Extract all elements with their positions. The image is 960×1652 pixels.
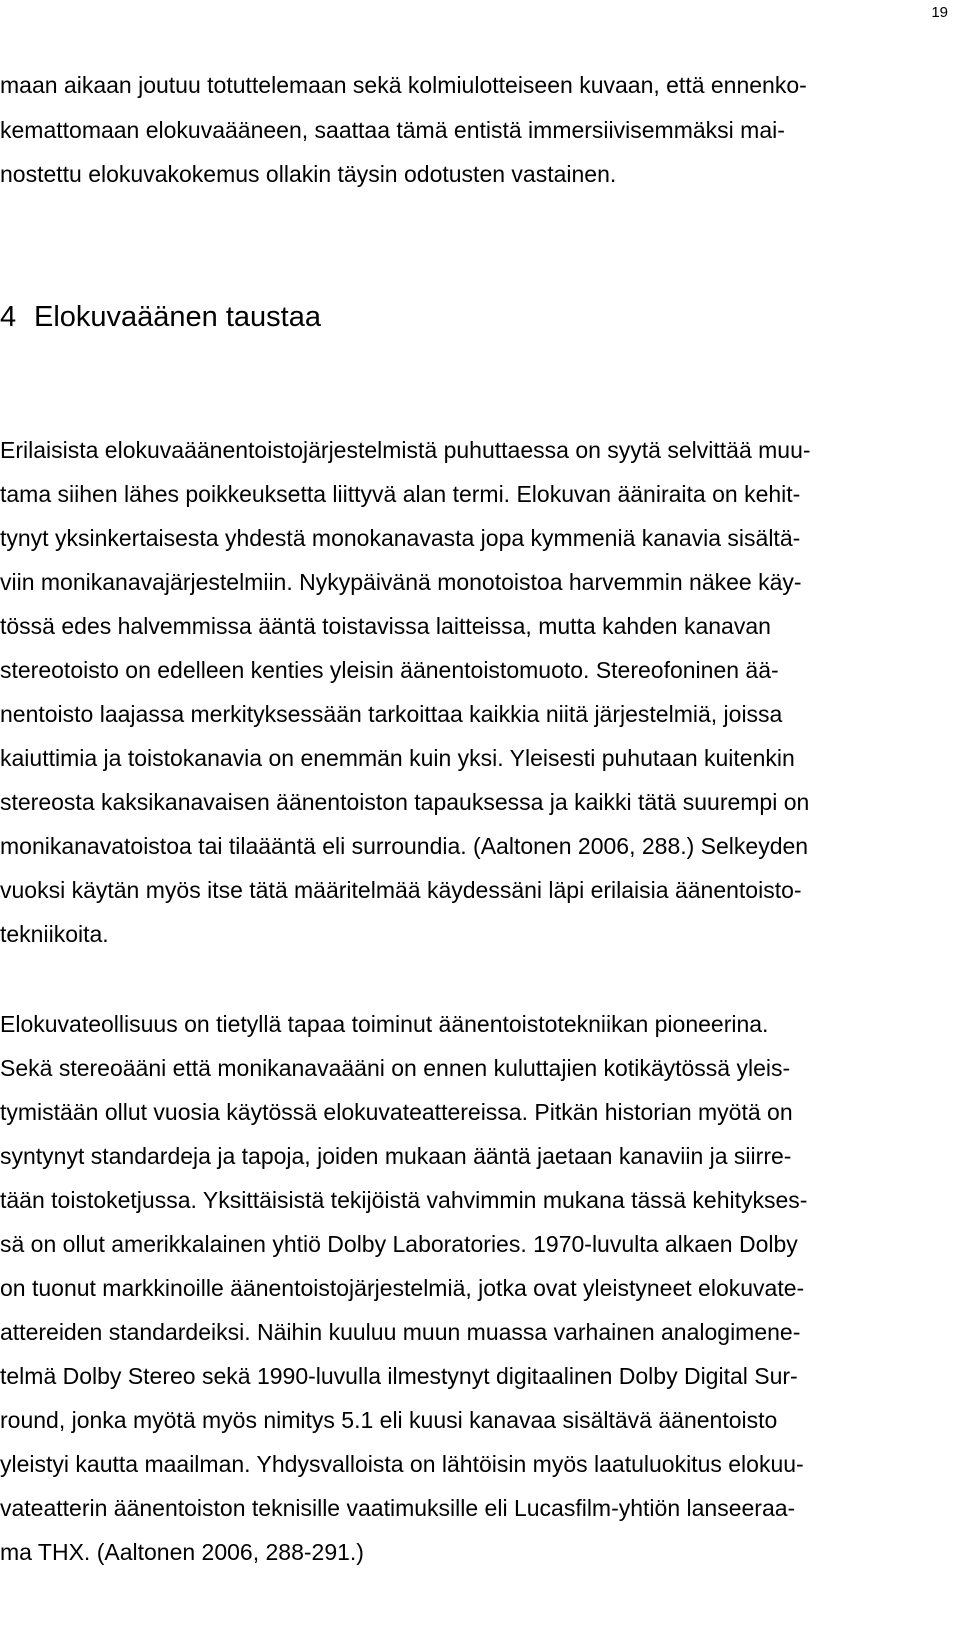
text-line: on tuonut markkinoille äänentoistojärjestelmiä, jotka ovat yleistyneet elokuvate- — [0, 1275, 805, 1301]
text-line: tössä edes halvemmissa ääntä toistavissa laitteissa, mutta kahden kanavan — [0, 613, 771, 639]
text-line: tama siihen lähes poikkeuksetta liittyvä alan termi. Elokuvan ääniraita on kehit- — [0, 481, 801, 507]
text-line: Erilaisista elokuvaäänentoistojärjestelmistä puhuttaessa on syytä selvittää muu- — [0, 437, 811, 463]
text-line: viin monikanavajärjestelmiin. Nykypäivänä monotoistoa harvemmin näkee käy- — [0, 569, 802, 595]
section-heading — [0, 301, 321, 334]
page-number: 19 — [931, 4, 948, 21]
text-line: round, jonka myötä myös nimitys 5.1 eli kuusi kanavaa sisältävä äänentoisto — [0, 1407, 778, 1433]
text-line: maan aikaan joutuu totuttelemaan sekä kolmiulotteiseen kuvaan, että ennenko- — [0, 72, 807, 98]
text-line: kaiuttimia ja toistokanavia on enemmän kuin yksi. Yleisesti puhutaan kuitenkin — [0, 745, 795, 771]
text-line: Sekä stereoääni että monikanavaääni on ennen kuluttajien kotikäytössä yleis- — [0, 1055, 791, 1081]
text-line: vateatterin äänentoiston teknisille vaatimuksille eli Lucasfilm-yhtiön lanseeraa- — [0, 1495, 796, 1521]
text-line: stereotoisto on edelleen kenties yleisin äänentoistomuoto. Stereofoninen ää- — [0, 657, 779, 683]
text-line: yleistyi kautta maailman. Yhdysvalloista on lähtöisin myös laatuluokitus elokuu- — [0, 1451, 804, 1477]
section-title: Elokuvaäänen taustaa — [34, 301, 321, 333]
section-number: 4 — [0, 301, 17, 333]
text-line: attereiden standardeiksi. Näihin kuuluu muun muassa varhainen analogimene- — [0, 1319, 801, 1345]
text-line: stereosta kaksikanavaisen äänentoiston tapauksessa ja kaikki tätä suurempi on — [0, 789, 810, 815]
text-line: tekniikoita. — [0, 921, 109, 947]
text-line: nentoisto laajassa merkityksessään tarkoittaa kaikkia niitä järjestelmiä, joissa — [0, 701, 783, 727]
text-line: telmä Dolby Stereo sekä 1990-luvulla ilmestynyt digitaalinen Dolby Digital Sur- — [0, 1363, 798, 1389]
text-line: sä on ollut amerikkalainen yhtiö Dolby Laboratories. 1970-luvulta alkaen Dolby — [0, 1231, 798, 1257]
text-line: tään toistoketjussa. Yksittäisistä tekijöistä vahvimmin mukana tässä kehitykses- — [0, 1187, 808, 1213]
text-line: nostettu elokuvakokemus ollakin täysin odotusten vastainen. — [0, 161, 617, 187]
text-line: Elokuvateollisuus on tietyllä tapaa toiminut äänentoistotekniikan pioneerina. — [0, 1011, 769, 1037]
text-line: monikanavatoistoa tai tilaääntä eli surroundia. (Aaltonen 2006, 288.) Selkeyden — [0, 833, 809, 859]
text-line: vuoksi käytän myös itse tätä määritelmää käydessäni läpi erilaisia äänentoisto- — [0, 877, 802, 903]
text-line: kemattomaan elokuvaääneen, saattaa tämä entistä immersiivisemmäksi mai- — [0, 117, 785, 143]
text-line: ma THX. (Aaltonen 2006, 288-291.) — [0, 1539, 364, 1565]
text-line: tymistään ollut vuosia käytössä elokuvateattereissa. Pitkän historian myötä on — [0, 1099, 793, 1125]
text-line: syntynyt standardeja ja tapoja, joiden mukaan ääntä jaetaan kanaviin ja siirre- — [0, 1143, 792, 1169]
text-line: tynyt yksinkertaisesta yhdestä monokanavasta jopa kymmeniä kanavia sisältä- — [0, 525, 801, 551]
